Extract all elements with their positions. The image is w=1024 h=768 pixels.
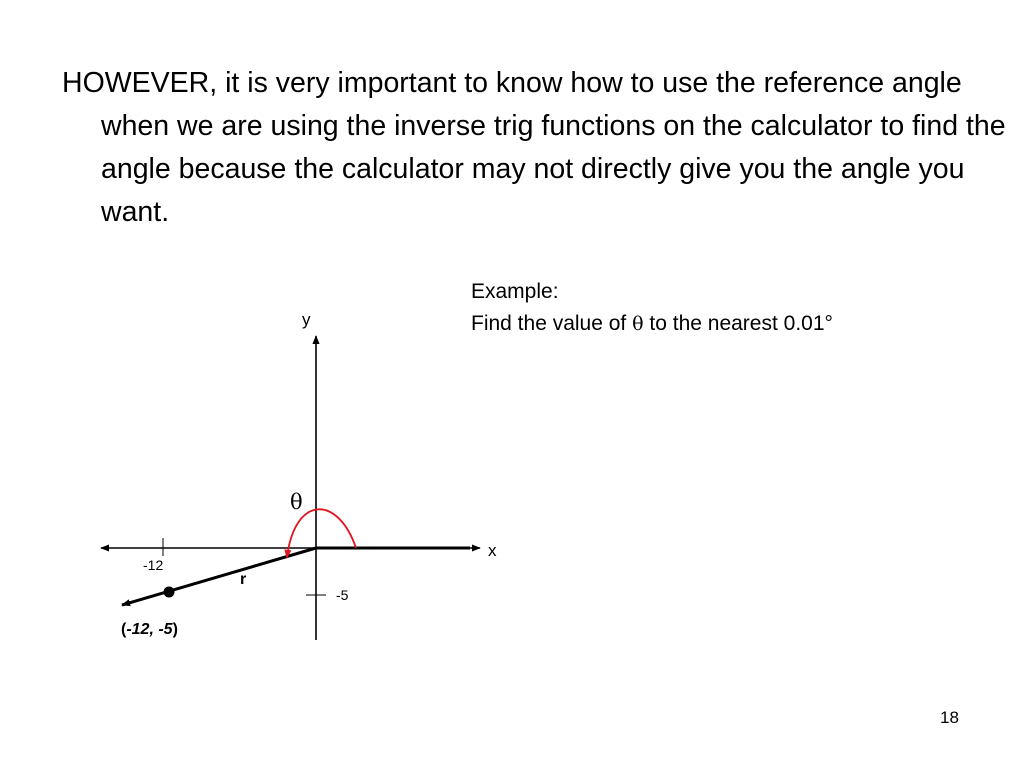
angle-arc bbox=[287, 509, 356, 557]
x-tick-label: -12 bbox=[143, 557, 164, 573]
point-label-open: ( bbox=[121, 621, 127, 638]
y-axis-label: y bbox=[302, 310, 311, 329]
example-task-suffix: to the nearest 0.01° bbox=[643, 312, 833, 335]
x-axis-label: x bbox=[488, 541, 497, 560]
slide-number: 18 bbox=[940, 708, 959, 727]
radius-label: r bbox=[240, 571, 247, 588]
point-label-close: ) bbox=[172, 621, 178, 638]
example-label: Example: bbox=[471, 280, 559, 303]
point-marker bbox=[164, 587, 175, 598]
point-label-y: -5 bbox=[158, 621, 173, 638]
point-label bbox=[121, 621, 178, 638]
example-task-prefix: Find the value of bbox=[471, 312, 633, 335]
point-label-x: -12 bbox=[126, 621, 150, 638]
body-paragraph: HOWEVER, it is very important to know how to use the reference angle when we are using the inverse trig functions on the calculator to find the angle because the calculator may not directly give you the angle you want. bbox=[62, 67, 1006, 228]
point-label-comma: , bbox=[149, 621, 159, 638]
y-tick-label: -5 bbox=[336, 587, 349, 603]
angle-label: θ bbox=[290, 490, 303, 514]
theta-symbol: θ bbox=[632, 313, 644, 335]
